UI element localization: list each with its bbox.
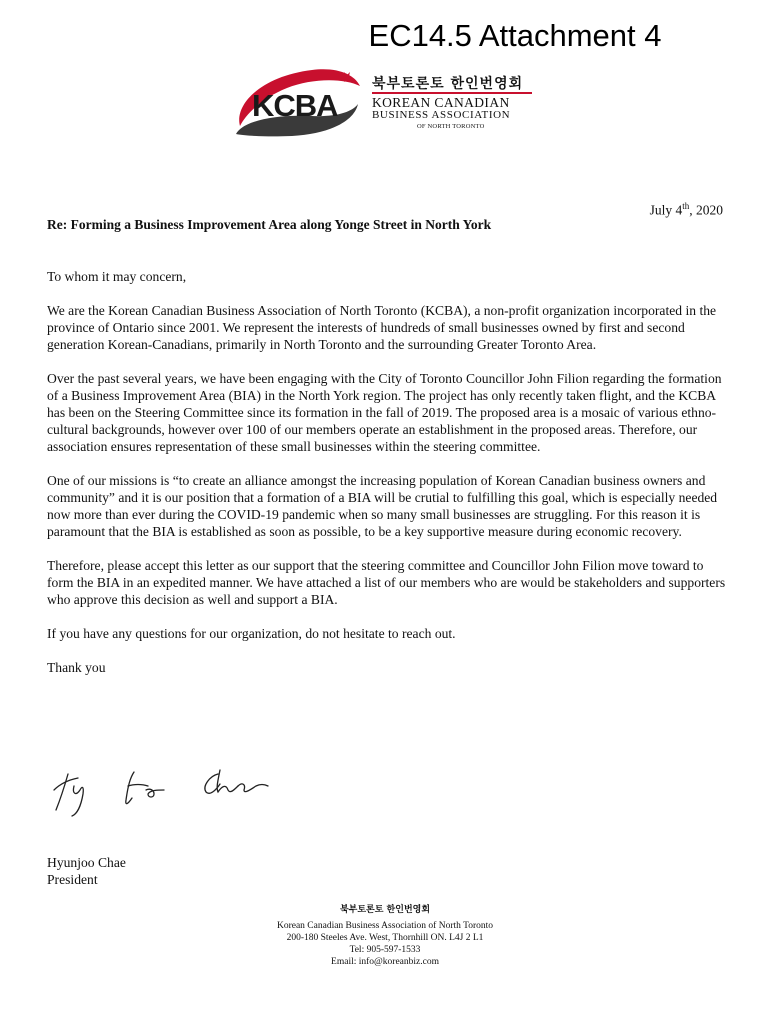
footer-korean-name: 북부토론토 한인번영회 bbox=[339, 905, 431, 915]
logo-acronym: KCBA bbox=[252, 88, 338, 123]
paragraph: One of our missions is “to create an alliance amongst the increasing population of Korean Canadian business owners and community” and it is our position that a formation of a BIA will be crutial to fulfilling this goal, which is especially needed now more than ever during the COVID-19 pandemic when so many small businesses are struggling. For this reason it is paramount that the BIA is established as soon as possible, to be a key supportive measure during economic recovery. bbox=[47, 473, 718, 539]
paragraph: We are the Korean Canadian Business Association of North Toronto (KCBA), a non-profit organization incorporated in the province of Ontario since 2001. We represent the interests of hundreds of small businesses owned by first and second generation Korean-Canadians, primarily in North Toronto and the surrounding Greater Toronto Area. bbox=[47, 303, 717, 352]
footer-tel: Tel: 905-597-1533 bbox=[349, 945, 421, 955]
page-title: EC14.5 Attachment 4 bbox=[368, 18, 662, 53]
signer-title: President bbox=[47, 872, 98, 887]
kcba-logo bbox=[232, 64, 532, 140]
letter-subject: Re: Forming a Business Improvement Area along Yonge Street in North York bbox=[47, 217, 492, 232]
signer-block bbox=[47, 854, 126, 888]
footer-address: 200-180 Steeles Ave. West, Thornhill ON. L4J 2 L1 bbox=[286, 933, 484, 943]
footer bbox=[0, 904, 770, 968]
logo-divider bbox=[372, 92, 532, 94]
paragraph: Over the past several years, we have been engaging with the City of Toronto Councillor John Filion regarding the formation of a Business Improvement Area (BIA) in the North York region. The project has only recently taken flight, and the KCBA has been on the Steering Committee since its formation in the fall of 2019. The proposed area is a mosaic of various ethno-cultural backgrounds, however over 100 of our members operate an establishment in the proposed areas. Therefore, our association ensures representation of these small businesses within the steering committee. bbox=[47, 371, 722, 454]
salutation: To whom it may concern, bbox=[47, 269, 187, 284]
logo-line-3: OF NORTH TORONTO bbox=[417, 123, 485, 130]
logo-line-1: KOREAN CANADIAN bbox=[372, 95, 510, 110]
letter-date: July 4th, 2020 bbox=[649, 201, 723, 218]
paragraph: Therefore, please accept this letter as our support that the steering committee and Councillor John Filion move toward to form the BIA in an expedited manner. We have attached a list of our members who are would be stakeholders and supporters who approve this decision as well and support a BIA. bbox=[47, 558, 726, 607]
footer-email[interactable]: Email: info@koreanbiz.com bbox=[331, 957, 439, 967]
signer-name: Hyunjoo Chae bbox=[47, 855, 126, 870]
signature-icon bbox=[50, 760, 270, 820]
logo-line-2: BUSINESS ASSOCIATION bbox=[372, 109, 511, 121]
footer-org: Korean Canadian Business Association of North Toronto bbox=[276, 921, 494, 931]
closing: Thank you bbox=[47, 660, 106, 675]
letter-body bbox=[47, 268, 727, 693]
paragraph: If you have any questions for our organization, do not hesitate to reach out. bbox=[47, 626, 456, 641]
logo-korean-name: 북부토론토 한인번영회 bbox=[372, 76, 524, 92]
